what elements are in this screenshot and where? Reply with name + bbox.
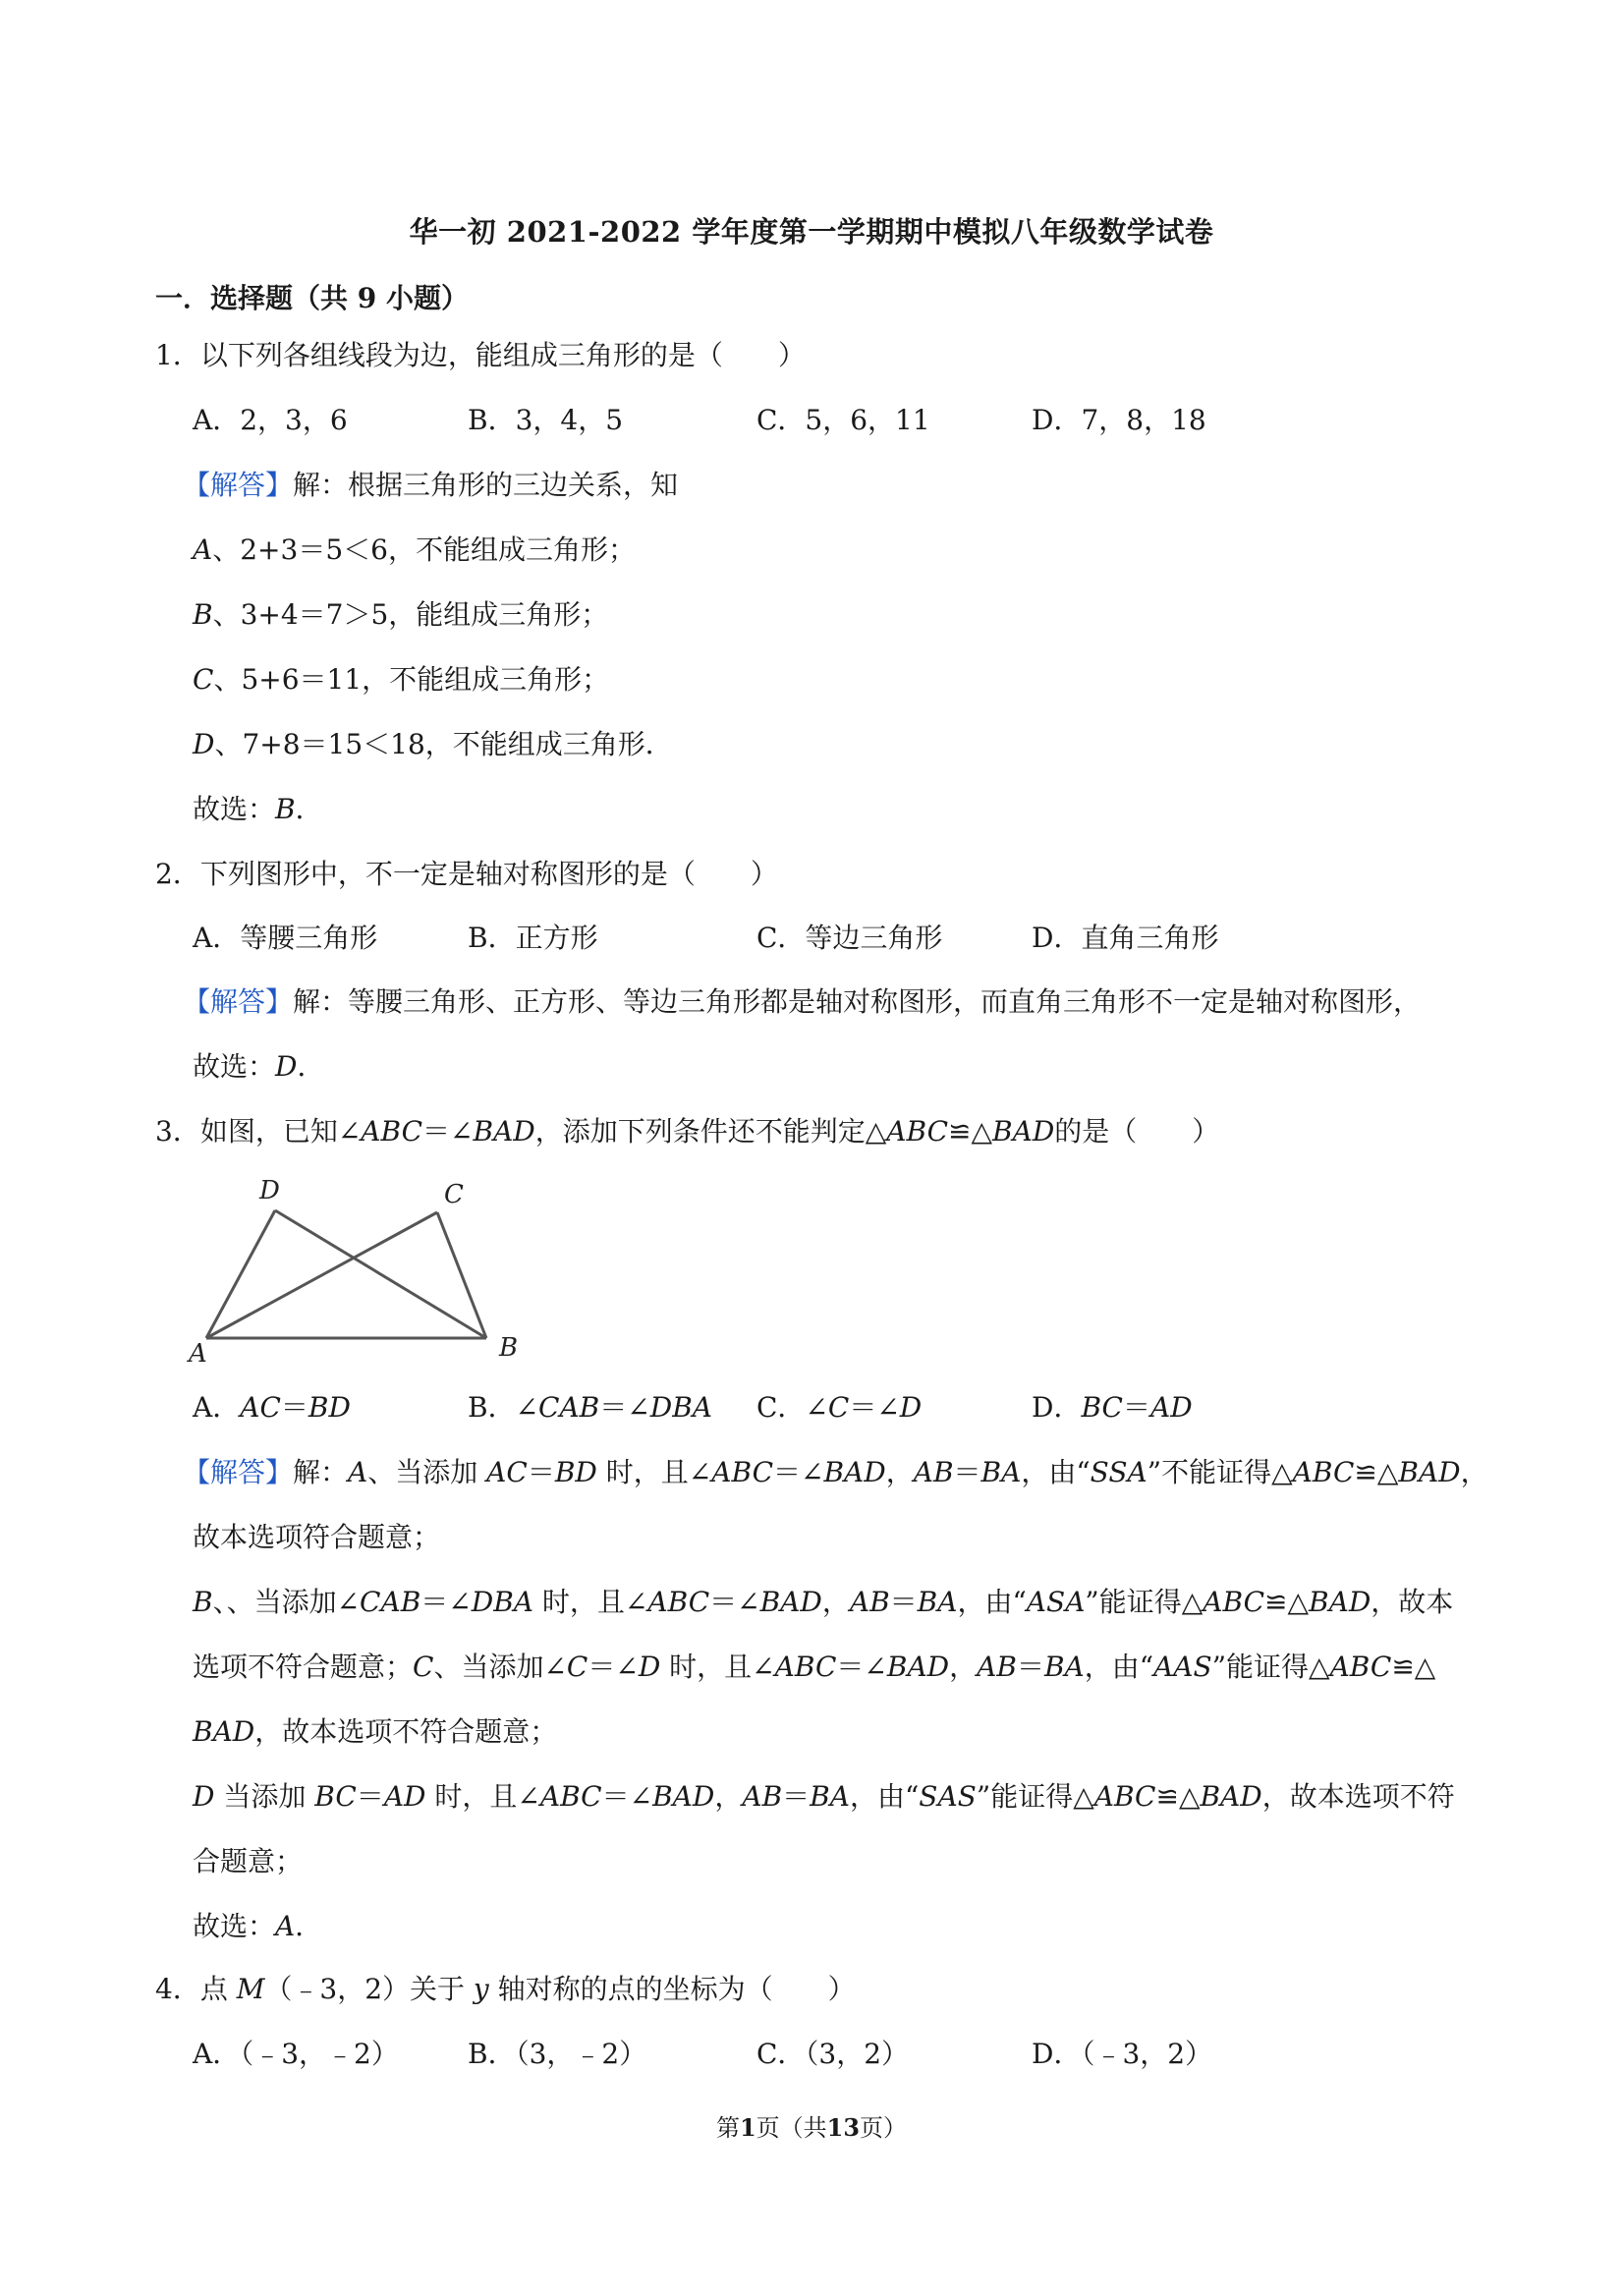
q1-option-b: B．3，4，5: [468, 404, 624, 436]
q1-option-d: D．7，8，18: [1032, 404, 1206, 436]
section-heading: 一．选择题（共 9 小题）: [155, 282, 469, 314]
triangle-figure: [187, 1169, 540, 1366]
question-3-stem: 3．如图，已知∠ABC＝∠BAD，添加下列条件还不能判定△ABC≌△BAD的是（ ）: [155, 1115, 1220, 1148]
q3-answer-line-6: D 当添加 BC＝AD 时，且∠ABC＝∠BAD，AB＝BA，由“SAS”能证得△ABC≌△BAD，故本选项不符: [193, 1780, 1455, 1813]
q2-choice: 故选：D．: [193, 1050, 325, 1083]
q4-option-b: B．（3，﹣2）: [468, 2038, 647, 2070]
q4-option-c: C．（3，2）: [756, 2038, 910, 2070]
page-total: 13: [826, 2113, 861, 2142]
label-d: D: [259, 1176, 280, 1205]
segment-bc: [437, 1212, 486, 1338]
q2-option-b: B．正方形: [468, 922, 598, 954]
answer-tag: 【解答】: [183, 985, 294, 1018]
q1-answer-b: B、3+4＝7＞5，能组成三角形；: [193, 598, 609, 631]
q2-option-c: C．等边三角形: [756, 922, 943, 954]
q3-answer-line-1: 【解答】解：A、当添加 AC＝BD 时，且∠ABC＝∠BAD，AB＝BA，由“SSA”不能证得△ABC≌△BAD，: [183, 1456, 1488, 1488]
q2-option-a: A．等腰三角形: [193, 922, 378, 954]
q1-option-a: A．2，3，6: [193, 404, 348, 436]
q3-answer-line-3: B、、当添加∠CAB＝∠DBA 时，且∠ABC＝∠BAD，AB＝BA，由“ASA”能证得△ABC≌△BAD，故本: [193, 1586, 1454, 1618]
q2-answer: 【解答】解：等腰三角形、正方形、等边三角形都是轴对称图形，而直角三角形不一定是轴对称图形，: [183, 985, 1422, 1018]
q3-option-b: B．∠CAB＝∠DBA: [468, 1391, 712, 1424]
q3-option-d: D．BC＝AD: [1032, 1391, 1193, 1424]
q4-option-a: A．（﹣3，﹣2）: [193, 2038, 399, 2070]
page-footer: 第1页（共13页）: [715, 2113, 908, 2142]
question-1-stem: 1．以下列各组线段为边，能组成三角形的是（ ）: [155, 339, 806, 371]
q1-answer-a: A、2+3＝5＜6，不能组成三角形；: [193, 533, 636, 566]
answer-tag: 【解答】: [183, 1456, 294, 1488]
label-a: A: [189, 1339, 207, 1366]
q1-answer-intro: 【解答】解：根据三角形的三边关系，知: [183, 469, 679, 501]
page-number: 1: [739, 2113, 756, 2142]
q3-answer-line-2: 故本选项符合题意；: [193, 1521, 441, 1553]
q4-option-d: D．（﹣3，2）: [1032, 2038, 1213, 2070]
label-c: C: [444, 1180, 464, 1209]
q3-option-a: A．AC＝BD: [193, 1391, 351, 1424]
q3-answer-line-4: 选项不符合题意；C、当添加∠C＝∠D 时，且∠ABC＝∠BAD，AB＝BA，由“AAS”能证得△ABC≌△: [193, 1651, 1436, 1683]
q1-answer-c: C、5+6＝11，不能组成三角形；: [193, 663, 610, 696]
q2-option-d: D．直角三角形: [1032, 922, 1219, 954]
label-b: B: [499, 1333, 519, 1363]
question-2-stem: 2．下列图形中，不一定是轴对称图形的是（ ）: [155, 858, 778, 890]
q1-choice: 故选：B．: [193, 793, 323, 825]
page-title: 华一初 2021-2022 学年度第一学期期中模拟八年级数学试卷: [409, 215, 1214, 249]
q1-option-c: C．5，6，11: [756, 404, 930, 436]
q3-option-c: C．∠C＝∠D: [756, 1391, 923, 1424]
q1-answer-d: D、7+8＝15＜18，不能组成三角形．: [193, 728, 673, 760]
question-4-stem: 4．点 M（﹣3，2）关于 y 轴对称的点的坐标为（ ）: [155, 1973, 856, 2005]
q3-choice: 故选：A．: [193, 1910, 323, 1942]
answer-tag: 【解答】: [183, 469, 294, 501]
q3-answer-line-5: BAD，故本选项不符合题意；: [193, 1715, 558, 1748]
q3-answer-line-7: 合题意；: [193, 1845, 304, 1877]
segment-bd: [275, 1210, 486, 1338]
